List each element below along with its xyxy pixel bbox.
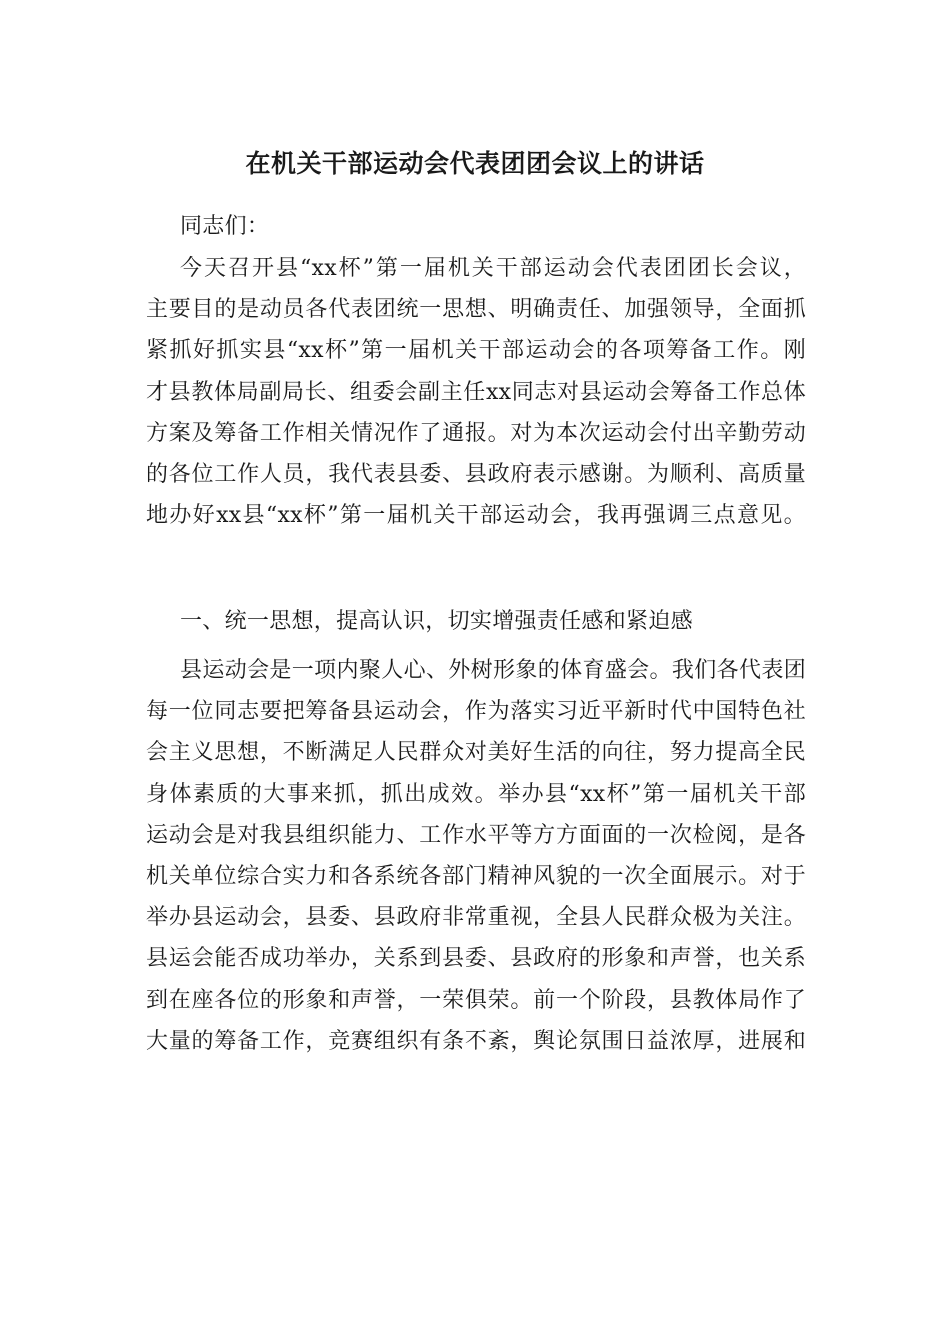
paragraph-line: 会主义思想，不断满足人民群众对美好生活的向往，努力提高全民	[146, 740, 806, 766]
section-heading-line: 一、统一思想，提高认识，切实增强责任感和紧迫感	[180, 609, 693, 634]
paragraph-1	[146, 248, 806, 536]
document-title: 在机关干部运动会代表团团会议上的讲话	[245, 149, 705, 178]
paragraph-line: 的各位工作人员，我代表县委、县政府表示感谢。为顺利、高质量	[146, 461, 806, 487]
section-heading-1	[146, 601, 806, 642]
paragraph-line: 地办好xx县“xx杯”第一届机关干部运动会，我再强调三点意见。	[146, 503, 806, 529]
paragraph-line: 县运会能否成功举办，关系到县委、县政府的形象和声誉，也关系	[146, 946, 806, 972]
paragraph-line: 到在座各位的形象和声誉，一荣俱荣。前一个阶段，县教体局作了	[146, 987, 806, 1013]
paragraph-2	[146, 650, 806, 1062]
greeting	[146, 206, 806, 247]
paragraph-line: 主要目的是动员各代表团统一思想、明确责任、加强领导，全面抓	[146, 297, 806, 323]
paragraph-line: 才县教体局副局长、组委会副主任xx同志对县运动会筹备工作总体	[146, 379, 806, 405]
paragraph-line: 紧抓好抓实县“xx杯”第一届机关干部运动会的各项筹备工作。刚	[146, 338, 806, 364]
paragraph-line: 方案及筹备工作相关情况作了通报。对为本次运动会付出辛勤劳动	[146, 420, 806, 446]
paragraph-line: 机关单位综合实力和各系统各部门精神风貌的一次全面展示。对于	[146, 863, 806, 889]
paragraph-line: 身体素质的大事来抓，抓出成效。举办县“xx杯”第一届机关干部	[146, 781, 806, 807]
greeting-line: 同志们：	[180, 214, 270, 239]
paragraph-line: 今天召开县“xx杯”第一届机关干部运动会代表团团长会议，	[180, 256, 806, 281]
paragraph-line: 运动会是对我县组织能力、工作水平等方方面面的一次检阅，是各	[146, 822, 806, 848]
paragraph-line: 大量的筹备工作，竞赛组织有条不紊，舆论氛围日益浓厚，进展和	[146, 1028, 806, 1054]
paragraph-line: 每一位同志要把筹备县运动会，作为落实习近平新时代中国特色社	[146, 699, 806, 725]
paragraph-line: 县运动会是一项内聚人心、外树形象的体育盛会。我们各代表团	[180, 658, 806, 683]
paragraph-line: 举办县运动会，县委、县政府非常重视，全县人民群众极为关注。	[146, 905, 806, 931]
